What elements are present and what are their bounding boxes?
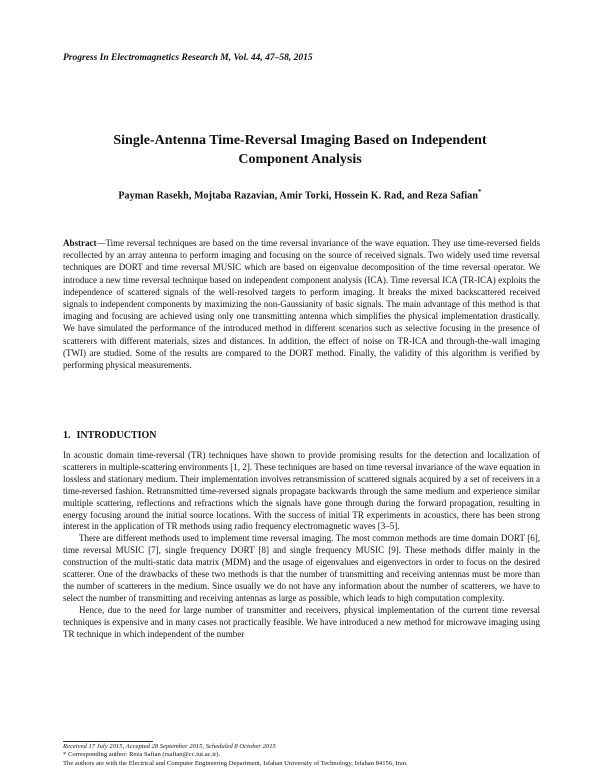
abstract-label: Abstract [63, 238, 97, 248]
section-title: INTRODUCTION [76, 430, 157, 441]
paragraph: In acoustic domain time-reversal (TR) techniques have shown to provide promising results for the detection and localization of scatterers in multiple-scattering environments [1, 2]. These techniques are based on time reversal invariance of the wave equation in lossless and stationary medium. Their implementation involves retransmission of scattered signals acquired by a set of receivers in a time-reversed fashion. Retransmitted time-reversed signals propagate backwards through the same medium and experience similar multiple scattering, reflections and refractions which the signals have gone through during the forward propagation, resulting in energy focusing around the initial source locations. With the success of initial TR experiments in acoustics, there has been strong interest in the application of TR methods using radio frequency electromagnetic waves [3–5]. [63, 450, 540, 532]
received-dates: Received 17 July 2015, Accepted 28 September 2015, Scheduled 8 October 2015 [63, 743, 276, 750]
title-line-2: Component Analysis [238, 152, 362, 167]
section-heading [63, 430, 157, 441]
footnote-divider [63, 741, 153, 742]
author-affiliation: The authors are with the Electrical and Computer Engineering Department, Isfahan University of Technology, Isfahan 84156, Iran. [63, 759, 408, 767]
abstract-text: —Time reversal techniques are based on the time reversal invariance of the wave equation. They use time-reversed fields recollected by an array antenna to perform imaging and focusing on the source of received signals. Two widely used time reversal techniques are DORT and time reversal MUSIC which are based on eigenvalue decomposition of the time reversal operator. We introduce a new time reversal technique based on independent component analysis (ICA). Time reversal ICA (TR-ICA) exploits the independence of scattered signals of the well-resolved targets to perform imaging. It breaks the mixed backscattered received signals to independent components by maximizing the non-Gaussianity of basic signals. The main advantage of this method is that imaging and focusing are achieved using only one transmitting antenna which simplifies the physical implementation drastically. We have simulated the performance of the introduced method in different scenarios such as selective focusing in the presence of scatterers with different materials, sizes and distances. In addition, the effect of noise on TR-ICA and through-the-wall imaging (TWI) are studied. Some of the results are compared to the DORT method. Finally, the validity of this algorithm is verified by performing physical measurements. [63, 238, 540, 371]
paragraph: Hence, due to the need for large number of transmitter and receivers, physical implementation of the current time reversal techniques is expensive and in many cases not practically feasible. We have introduced a new method for microwave imaging using TR technique in which independent of the number [63, 604, 540, 639]
corresponding-author: * Corresponding author: Reza Safian (rsafian@cc.iut.ac.ir). [63, 751, 221, 759]
abstract [63, 237, 540, 371]
author-list [60, 188, 540, 201]
paper-title [60, 131, 540, 169]
title-line-1: Single-Antenna Time-Reversal Imaging Based on Independent [113, 133, 487, 148]
journal-citation: Progress In Electromagnetics Research M, Vol. 44, 47–58, 2015 [63, 53, 313, 63]
section-number: 1. [63, 430, 71, 441]
corresponding-mark: * [478, 188, 482, 196]
footnotes [63, 743, 540, 768]
author-names: Payman Rasekh, Mojtaba Razavian, Amir Torki, Hossein K. Rad, and Reza Safian [118, 190, 479, 202]
section-body [63, 450, 540, 641]
paragraph: There are different methods used to implement time reversal imaging. The most common methods are time domain DORT [6], time reversal MUSIC [7], single frequency DORT [8] and single frequency MUSIC [9]. These methods differ mainly in the construction of the multi-static data matrix (MDM) and the usage of eigenvalues and eigenvectors in order to focus on the desired scatterer. One of the drawbacks of these two methods is that the number of transmitting and receiving antennas must be more than the number of scatterers in the medium. Since usually we do not have any information about the number of scatterers, we have to select the number of transmitting and receiving antennas as large as possible, which leads to high computation complexity. [63, 533, 540, 603]
